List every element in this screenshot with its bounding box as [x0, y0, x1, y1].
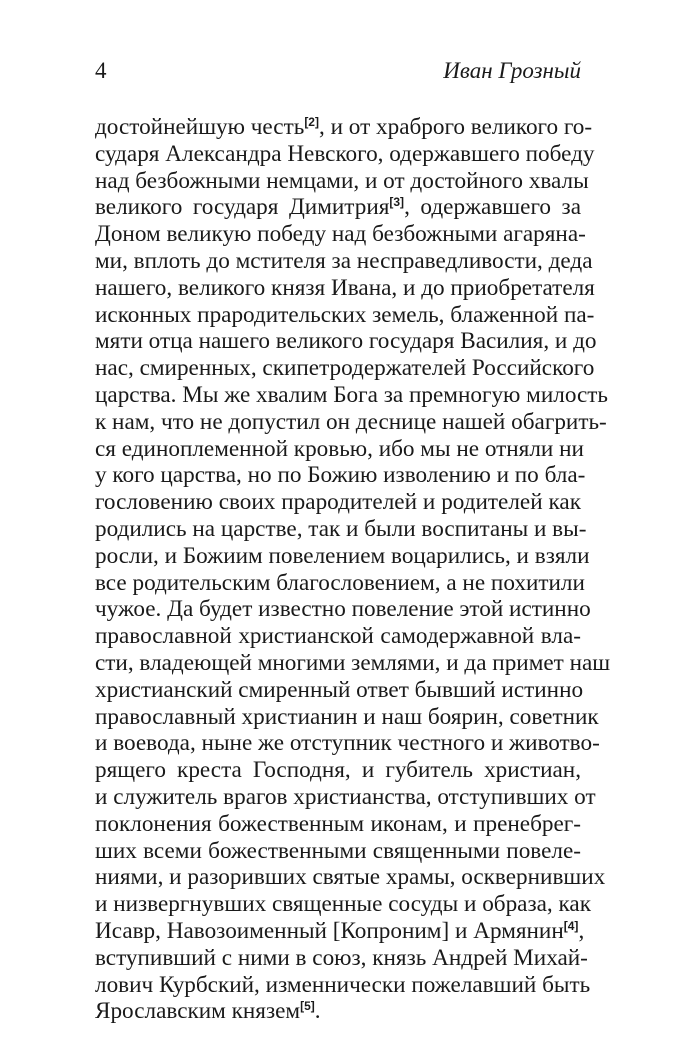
text-line-content: нас, смиренных, скипетродержателей Российского [95, 355, 595, 382]
text-line-content: православный христианин и наш боярин, советник [95, 703, 599, 730]
text-line-content: рящего креста Господня, и губитель христиан, [95, 757, 581, 784]
text-line [95, 757, 581, 784]
text-line [95, 596, 591, 623]
text-line [95, 864, 606, 891]
footnote-marker[interactable]: [4] [563, 918, 579, 933]
text-line [95, 221, 586, 248]
text-line-content: чужое. Да будет известно повеление этой истинно [95, 596, 591, 623]
text-line [95, 891, 591, 918]
running-header [95, 58, 581, 92]
text-line [95, 971, 591, 999]
text-line [95, 998, 581, 1025]
text-line [95, 301, 595, 329]
text-line-content: и воевода, ныне же отступник честного и животво- [95, 730, 600, 757]
text-line-content: . [314, 998, 321, 1025]
text-line-content: царства. Мы же хвалим Бога за премногую милость [95, 381, 609, 408]
text-line-content: Ярославским князем [95, 998, 301, 1025]
text-line-content: над безбожными немцами, и от достойного хвалы [95, 167, 589, 194]
text-line [95, 542, 590, 570]
page-number: 4 [95, 58, 107, 83]
body-text [95, 114, 611, 1025]
text-line [95, 649, 611, 677]
text-line-content: , и от храброго великого го- [318, 114, 593, 140]
footnote-marker[interactable]: [5] [300, 999, 315, 1014]
text-line-content: Доном великую победу над безбожными агаряна- [95, 221, 586, 248]
text-line [95, 515, 587, 543]
text-line-content: вступивший с ними в союз, князь Андрей Михай- [95, 944, 588, 971]
footnote-marker[interactable]: [3] [389, 195, 405, 210]
text-line-content: все родительским благословением, а не похитили [95, 569, 585, 596]
text-line-content: и низвергнувших священные сосуды и образа, как [95, 891, 591, 918]
text-line [95, 408, 607, 436]
text-line-content: мяти отца нашего великого государя Василия, и до [95, 328, 597, 355]
text-line-content: нашего, великого князя Ивана, и до приобретателя [95, 274, 595, 301]
text-line-content: у кого царства, но по Божию изволению и по бла- [95, 462, 586, 489]
text-line [95, 355, 595, 382]
text-line-content: православной христианской самодержавной вла- [95, 623, 581, 650]
text-line [95, 623, 581, 650]
text-line [95, 944, 588, 972]
text-line-content: ся единоплеменной кровью, ибо мы не отняли ни [95, 435, 584, 462]
text-line [95, 917, 585, 945]
text-line-content: христианский смиренный ответ бывший истинно [95, 676, 584, 703]
text-line-content: ниями, и разоривших святые храмы, осквернивших [95, 864, 606, 891]
text-line-content: ших всеми божественными священными повеле- [95, 837, 581, 864]
text-line-content: родились на царстве, так и были воспитаны и вы- [95, 515, 587, 542]
text-line [95, 783, 596, 811]
text-line [95, 194, 581, 221]
text-line [95, 114, 593, 141]
text-line [95, 811, 581, 838]
text-line-content: великого государя Димитрия [95, 194, 390, 221]
text-line-content: и служитель врагов христианства, отступивших от [95, 783, 596, 810]
text-line-content: , [578, 917, 585, 944]
text-line [95, 167, 589, 195]
text-line [95, 676, 584, 704]
text-line [95, 462, 586, 489]
text-line-content: гословению своих прародителей и родителей как [95, 489, 581, 516]
text-line [95, 328, 597, 355]
text-line-content: достойнейшую честь [95, 114, 305, 140]
text-line [95, 569, 585, 597]
text-line [95, 838, 581, 865]
text-line-content: поклонения божественным иконам, и пренебрег- [95, 810, 581, 837]
text-line [95, 730, 600, 757]
text-line [95, 247, 593, 275]
text-line-content: ми, вплоть до мстителя за несправедливости, деда [95, 247, 593, 274]
text-line [95, 435, 584, 463]
text-line-content: сти, владеющей многими землями, и да примет наш [95, 649, 611, 676]
text-line-content: Исавр, Навозоименный [Копроним] и Армянин [95, 917, 564, 944]
text-line-content: , одержавшего за [404, 194, 581, 221]
text-line-content: лович Курбский, изменнически пожелавший быть [95, 971, 591, 998]
text-line [95, 274, 595, 302]
footnote-marker[interactable]: [2] [304, 115, 319, 129]
text-line-content: к нам, что не допустил он деснице нашей обагрить- [95, 408, 607, 435]
text-line [95, 140, 595, 168]
running-title: Иван Грозный [443, 58, 581, 83]
text-line-content: исконных прародительских земель, блаженной па- [95, 301, 595, 328]
text-line [95, 489, 581, 516]
text-line [95, 381, 609, 409]
text-line-content: сударя Александра Невского, одержавшего победу [95, 140, 595, 167]
text-line [95, 703, 599, 731]
text-line-content: росли, и Божиим повелением воцарились, и взяли [95, 542, 590, 569]
